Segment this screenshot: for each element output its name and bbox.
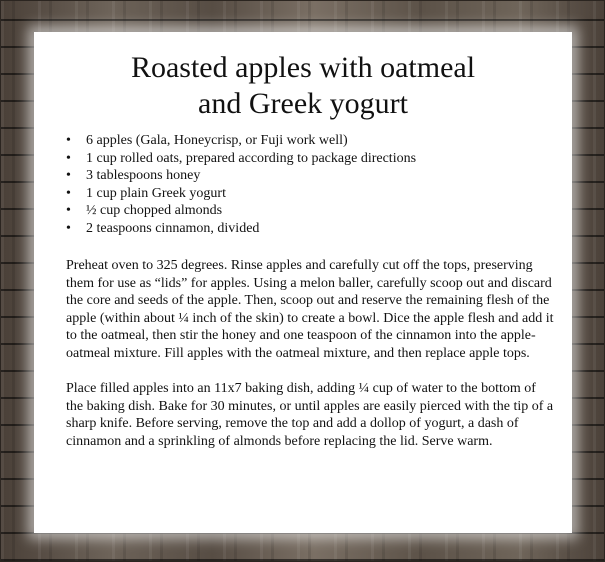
instructions-paragraph-1: Preheat oven to 325 degrees. Rinse apples and carefully cut off the tops, preserving them for use as “lids” for apples. Using a melon baller, carefully scoop out and discard the core and seeds of the apple. Then, scoop out and reserve the remaining flesh of the apple (within about ¼ inch of the skin) to create a bowl. Dice the apple flesh and add it to the oatmeal, then stir the honey and one teaspoon of the cinnamon into the apple-oatmeal mixture. Fill apples with the oatmeal mixture, and then replace apple tops. [66,258,554,361]
ingredient-item [66,150,572,168]
ingredient-text: 3 tablespoons honey [86,168,201,183]
recipe-title-line-2: and Greek yogurt [198,87,408,120]
instructions-paragraph-2: Place filled apples into an 11x7 baking dish, adding ¼ cup of water to the bottom of the baking dish. Bake for 30 minutes, or until apples are easily pierced with the tip of a sharp knife. Before serving, remove the top and add a dollop of yogurt, a dash of cinnamon and a sprinkling of almonds before replacing the lid. Serve warm. [66,381,554,449]
ingredient-text: 6 apples (Gala, Honeycrisp, or Fuji work well) [86,133,348,148]
bullet-icon: • [66,168,71,183]
ingredient-text: 1 cup plain Greek yogurt [86,185,226,201]
recipe-title-line-1: Roasted apples with oatmeal [130,51,476,84]
bullet-icon: • [66,133,71,148]
ingredient-item [66,202,572,220]
ingredient-text: 1 cup rolled oats, prepared according to package directions [86,150,417,166]
ingredient-item [66,132,572,150]
ingredient-item [66,167,572,185]
recipe-title [34,50,572,122]
bullet-icon: • [66,220,71,236]
ingredient-text: ½ cup chopped almonds [86,203,223,218]
recipe-card [34,32,572,533]
bullet-icon: • [66,203,71,218]
ingredient-item [66,185,572,203]
ingredient-text: 2 teaspoons cinnamon, divided [86,220,260,236]
ingredient-list [34,132,572,237]
bullet-icon: • [66,150,71,166]
bullet-icon: • [66,185,71,201]
ingredient-item [66,220,572,238]
